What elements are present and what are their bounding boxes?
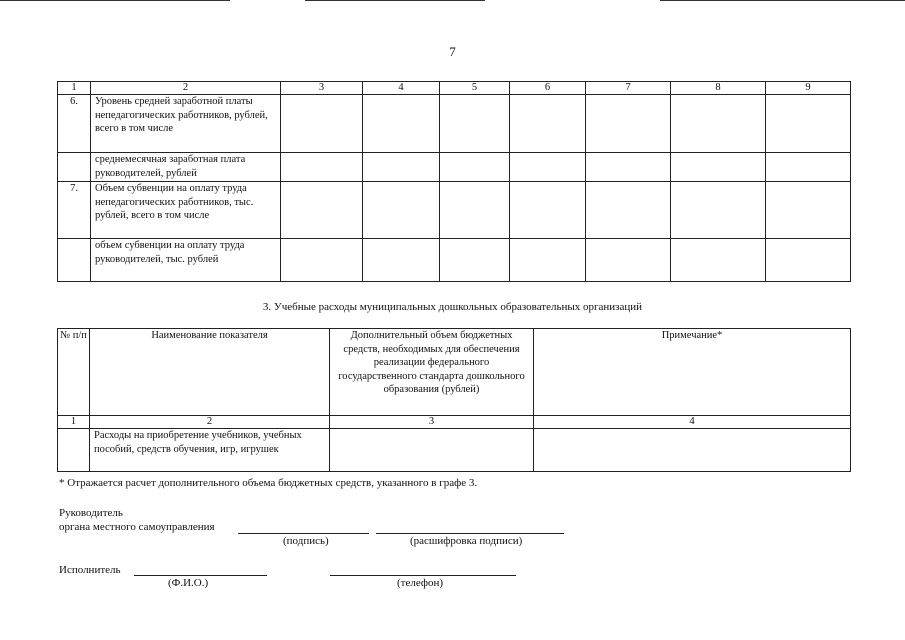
signature-caption: (подпись) [283,535,329,547]
col-header: 7 [586,82,671,95]
row-value [330,429,534,472]
row-number: 6. [58,95,91,153]
table-row [58,153,851,182]
row-note [534,429,851,472]
table-row [58,95,851,153]
row-label: Расходы на приобретение учебников, учебных пособий, средств обучения, игр, игрушек [90,429,330,472]
top-rule-left [0,0,230,1]
col-header: 3 [281,82,363,95]
head-title-line1: Руководитель [59,507,123,519]
top-rule-right [660,0,905,1]
table-row [58,182,851,239]
footnote: * Отражается расчет дополнительного объема бюджетных средств, указанного в графе 3. [59,477,478,489]
row-number: 7. [58,182,91,239]
col-number: 2 [90,416,330,429]
col-header: 8 [671,82,766,95]
col-header-name: Наименование показателя [90,329,330,416]
row-label: Объем субвенции на оплату труда непедагогических работников, тыс. рублей, всего в том числе [91,182,281,239]
col-number: 3 [330,416,534,429]
col-number: 4 [534,416,851,429]
col-header-number: № п/п [58,329,90,416]
col-header: 9 [766,82,851,95]
executor-name-line [134,575,267,576]
top-rule-mid [305,0,485,1]
col-header-amount: Дополнительный объем бюджетных средств, необходимых для обеспечения реализации федерального государственного стандарта дошкольного образования (рублей) [330,329,534,416]
page-number: 7 [449,44,456,59]
section-title: 3. Учебные расходы муниципальных дошкольных образовательных организаций [262,301,643,313]
executor-label: Исполнитель [59,564,121,576]
header-row [58,329,851,416]
col-header: 5 [440,82,510,95]
signature-decode-line [376,533,564,534]
col-header-note: Примечание* [534,329,851,416]
signature-line [238,533,369,534]
table-row [58,429,851,472]
indicators-table [57,81,851,282]
col-number: 1 [58,416,90,429]
row-label: среднемесячная заработная плата руководителей, рублей [91,153,281,182]
row-number [58,429,90,472]
column-number-row [58,416,851,429]
row-number [58,153,91,182]
executor-phone-line [330,575,516,576]
col-header: 6 [510,82,586,95]
row-number [58,239,91,282]
col-header: 1 [58,82,91,95]
row-label: Уровень средней заработной платы непедагогических работников, рублей, всего в том числе [91,95,281,153]
head-title-line2: органа местного самоуправления [59,521,215,533]
column-number-row [58,82,851,95]
phone-caption: (телефон) [397,577,444,589]
expenses-table [57,328,851,472]
signature-decode-caption: (расшифровка подписи) [410,535,523,547]
fio-caption: (Ф.И.О.) [168,577,209,589]
col-header: 4 [363,82,440,95]
row-label: объем субвенции на оплату труда руководителей, тыс. рублей [91,239,281,282]
table-row [58,239,851,282]
col-header: 2 [91,82,281,95]
